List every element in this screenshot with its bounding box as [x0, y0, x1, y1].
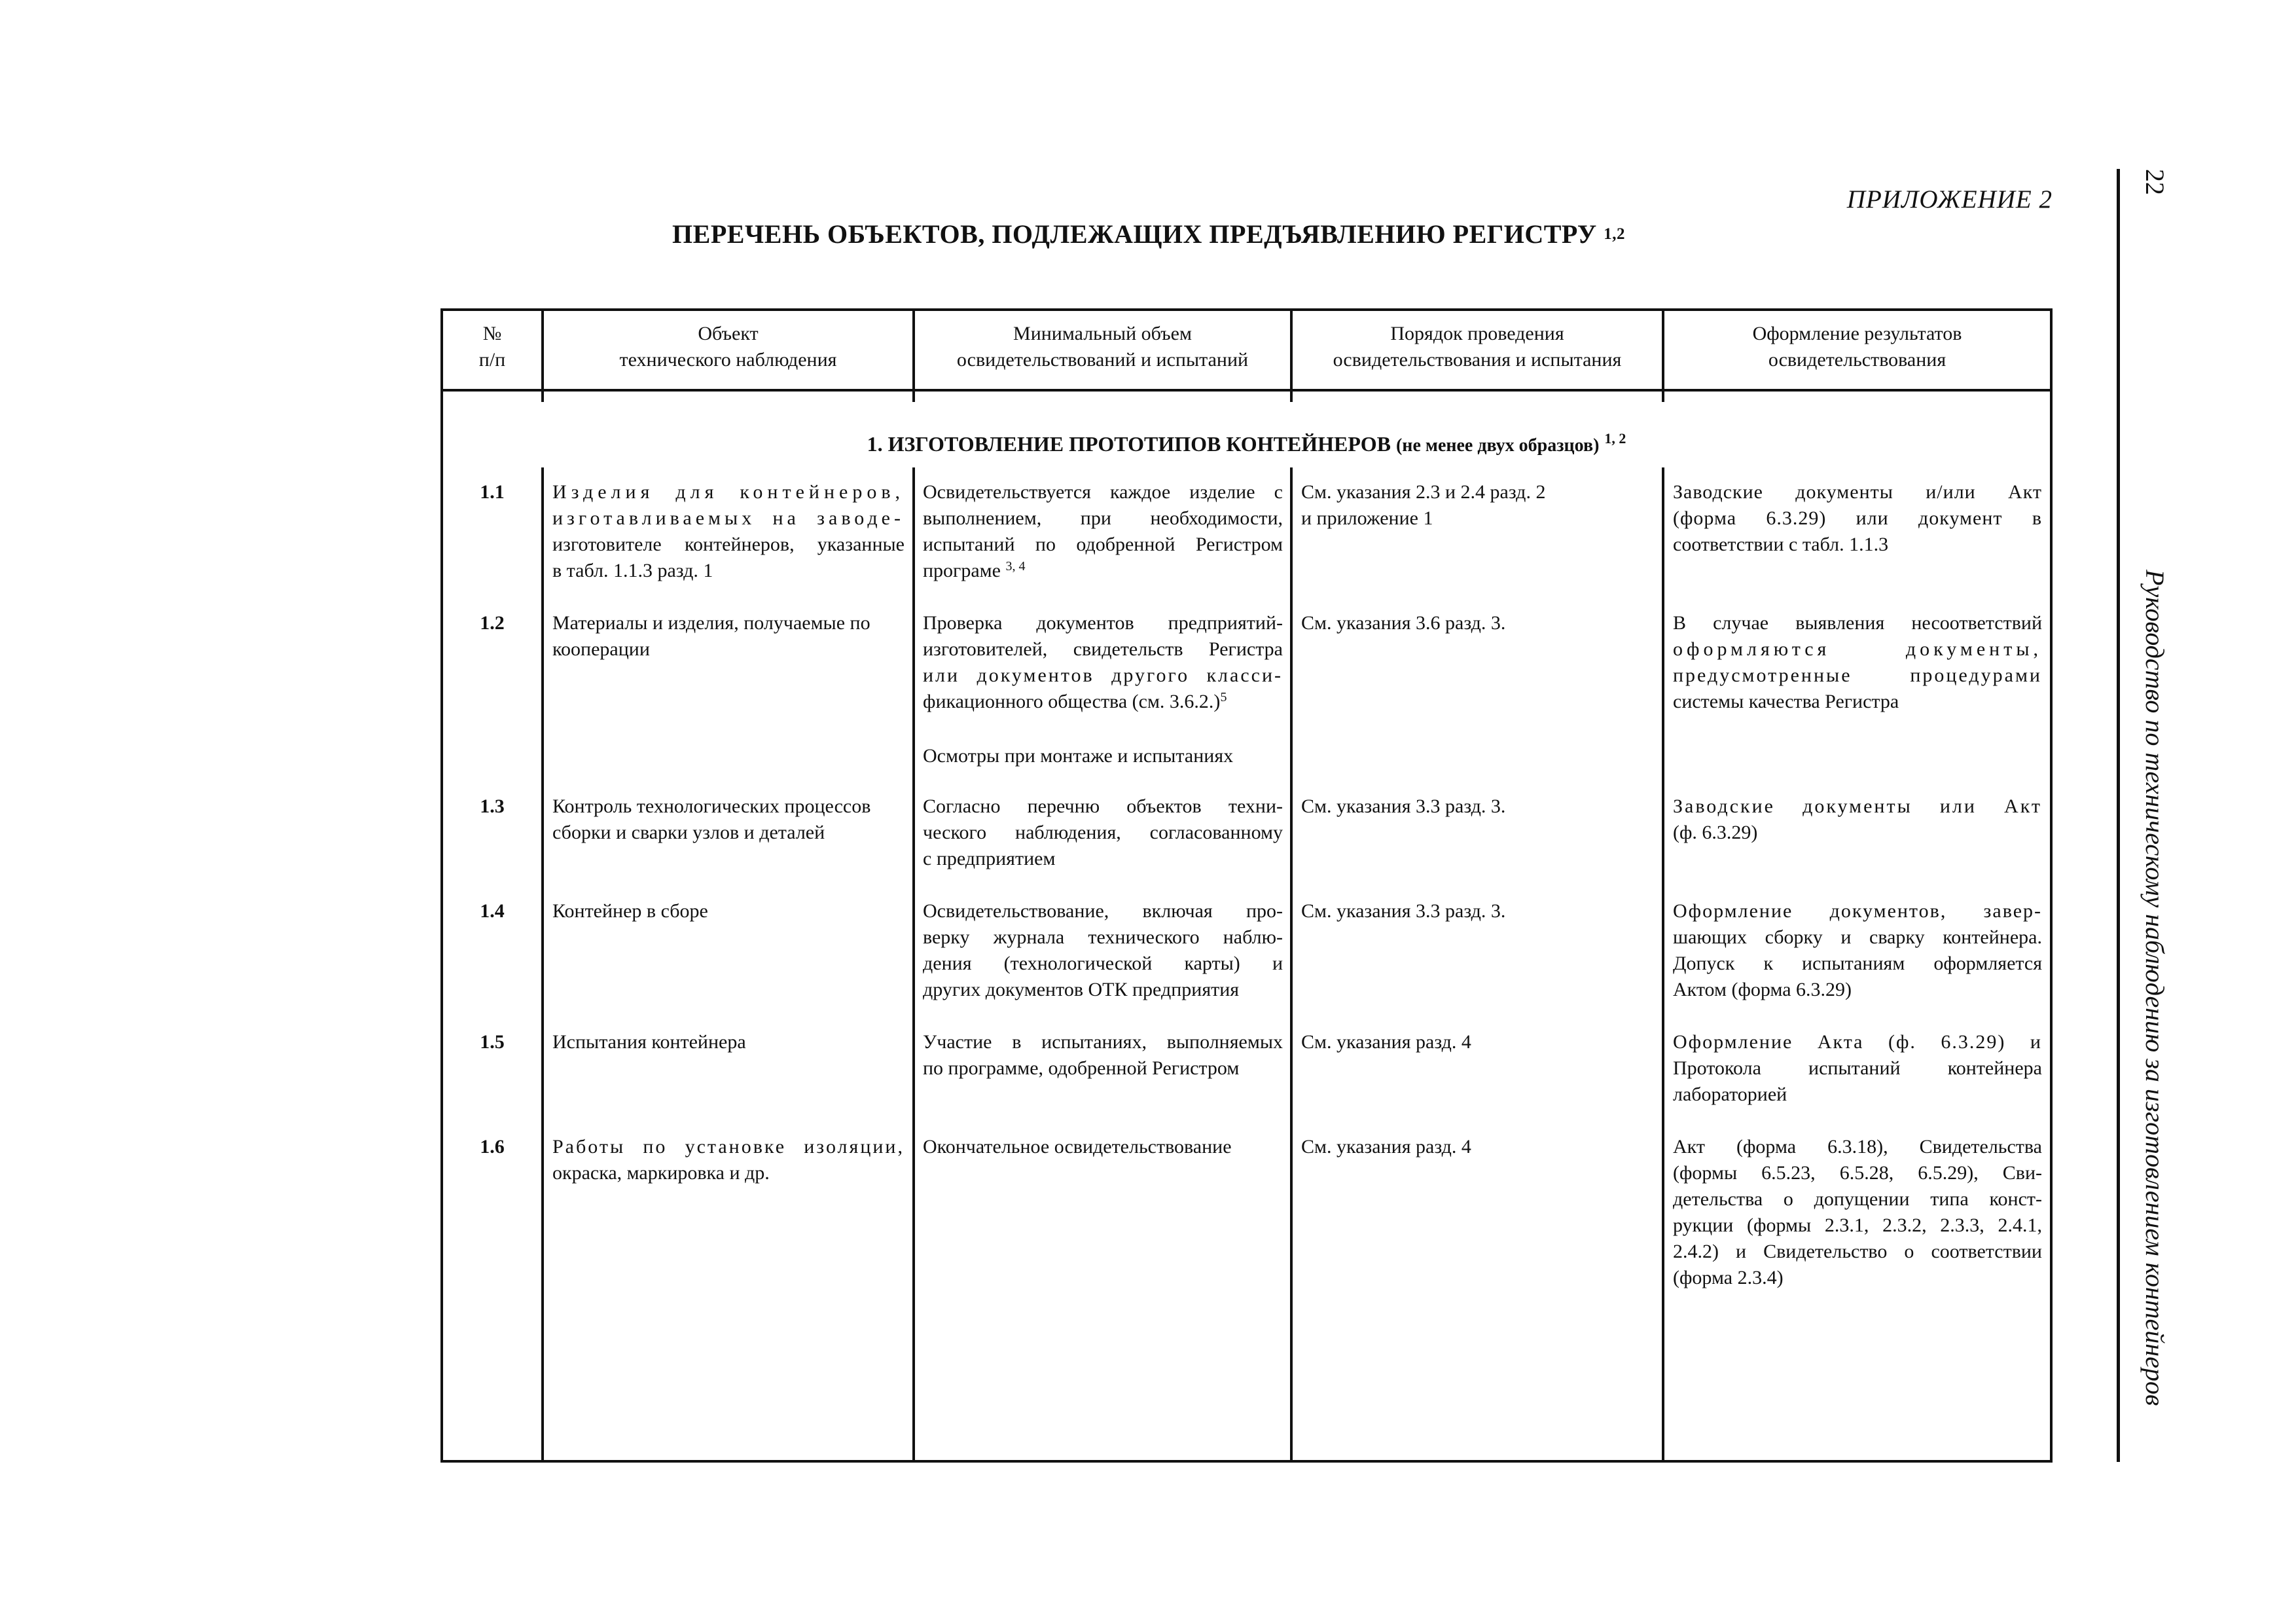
row-procedure [1301, 1029, 1655, 1055]
text-line: кооперации [552, 638, 650, 660]
column-divider [541, 308, 544, 1463]
text-line: предусмотренные процедурами [1673, 665, 2042, 686]
column-header-procedure [1293, 321, 1662, 373]
text-line: системы качества Регистра [1673, 691, 1899, 712]
row-scope [923, 479, 1283, 586]
row-scope [923, 610, 1283, 769]
text-line-part: програме [923, 560, 1001, 581]
column-header-line: п/п [478, 349, 506, 371]
text-line: по программе, одобренной Регистром [923, 1057, 1240, 1079]
row-procedure [1301, 793, 1655, 820]
row-object [552, 610, 905, 663]
text-line [923, 689, 1283, 717]
column-header-line: освидетельствования [1768, 349, 1946, 371]
text-line: Освидетельствование, включая про- [923, 900, 1283, 922]
row-scope [923, 793, 1283, 872]
text-line: Освидетельствуется каждое изделие с [923, 481, 1283, 503]
text-line: рукции (формы 2.3.1, 2.3.2, 2.3.3, 2.4.1, [1673, 1214, 2042, 1236]
text-line: Контроль технологических процессов [552, 795, 871, 817]
text-line: Заводские документы и/или Акт [1673, 481, 2042, 503]
row-number: 1.6 [480, 1136, 505, 1158]
text-line: См. указания 3.3 разд. 3. [1301, 795, 1506, 817]
text-line: Актом (форма 6.3.29) [1673, 979, 1852, 1000]
column-divider [1662, 308, 1664, 1463]
text-line: Осмотры при монтаже и испытаниях [923, 745, 1234, 767]
text-line: Проверка документов предприятий- [923, 612, 1283, 634]
text-line [923, 558, 1283, 586]
column-header-line: освидетельствования и испытания [1333, 349, 1622, 371]
column-divider [1290, 308, 1293, 1463]
row-object [552, 479, 905, 584]
text-line: Допуск к испытаниям оформляется [1673, 953, 2042, 974]
row-scope [923, 898, 1283, 1003]
text-line: Акт (форма 6.3.18), Свидетельства [1673, 1136, 2042, 1158]
row-result [1673, 479, 2042, 558]
text-line: соответствии с табл. 1.1.3 [1673, 534, 1889, 555]
text-line: Участие в испытаниях, выполняемых [923, 1031, 1283, 1053]
row-object [552, 1134, 905, 1186]
text-line: шающих сборку и сварку контейнера. [1673, 926, 2042, 948]
text-line: в табл. 1.1.3 разд. 1 [552, 560, 713, 581]
row-number: 1.4 [480, 900, 505, 922]
text-line: 2.4.2) и Свидетельство о соответствии [1673, 1241, 2042, 1262]
row-result [1673, 1029, 2042, 1108]
column-header-line: Порядок проведения [1390, 323, 1564, 344]
column-header-number [443, 321, 541, 373]
text-line: См. указания 3.6 разд. 3. [1301, 612, 1506, 634]
text-line: Окончательное освидетельствование [923, 1136, 1232, 1158]
row-object [552, 898, 905, 924]
row-procedure [1301, 479, 1655, 532]
row-object [552, 1029, 905, 1055]
row-result [1673, 610, 2042, 715]
section-note: (не менее двух образцов) [1395, 435, 1600, 456]
header-divider [440, 389, 2053, 392]
appendix-label: ПРИЛОЖЕНИЕ 2 [1846, 185, 2053, 213]
row-procedure [1301, 610, 1655, 636]
row-procedure [1301, 1134, 1655, 1160]
footnote-ref: 5 [1220, 690, 1227, 704]
row-object [552, 793, 905, 846]
text-line: Согласно перечню объектов техни- [923, 795, 1283, 817]
text-line: изготовителей, свидетельств Регистра [923, 638, 1283, 660]
column-header-line: № [482, 323, 502, 344]
row-scope [923, 1029, 1283, 1082]
text-line: (ф. 6.3.29) [1673, 822, 1758, 843]
row-number: 1.3 [480, 795, 505, 817]
text-line: верку журнала технического наблю- [923, 926, 1283, 948]
column-header-line: Объект [698, 323, 759, 344]
text-line: (форма 6.3.29) или документ в [1673, 507, 2042, 529]
text-line: испытаний по одобренной Регистром [923, 534, 1283, 555]
text-line: См. указания разд. 4 [1301, 1136, 1471, 1158]
text-line: (форма 2.3.4) [1673, 1267, 1784, 1288]
text-line: лабораторией [1673, 1084, 1787, 1105]
row-result [1673, 793, 2042, 846]
text-line: (формы 6.5.23, 6.5.28, 6.5.29), Сви- [1673, 1162, 2042, 1184]
text-line: Работы по установке изоляции, [552, 1136, 905, 1158]
column-header-result [1664, 321, 2050, 373]
row-scope [923, 1134, 1283, 1160]
text-line: дения (технологической карты) и [923, 953, 1283, 974]
text-line: и приложение 1 [1301, 507, 1433, 529]
text-line: Оформление документов, завер- [1673, 900, 2042, 922]
row-number: 1.5 [480, 1031, 505, 1053]
text-line: выполнением, при необходимости, [923, 507, 1283, 529]
text-line: или документов другого класси- [923, 665, 1283, 686]
row-result [1673, 1134, 2042, 1291]
row-number: 1.2 [480, 612, 505, 634]
text-line: других документов ОТК предприятия [923, 979, 1240, 1000]
document-title-footnote: 1,2 [1604, 225, 1625, 243]
text-line: детельства о допущении типа конст- [1673, 1188, 2042, 1210]
text-line: изготовителе контейнеров, указанные [552, 534, 905, 555]
section-title-text: 1. ИЗГОТОВЛЕНИЕ ПРОТОТИПОВ КОНТЕЙНЕРОВ [867, 432, 1391, 456]
section-footnote: 1, 2 [1604, 430, 1626, 447]
text-line: ческого наблюдения, согласованному [923, 822, 1283, 843]
running-title: Руководство по техническому наблюдению за изготовлением контейнеров [2140, 570, 2170, 1406]
text-line: Изделия для контейнеров, [552, 481, 905, 503]
text-line-part: фикационного общества (см. 3.6.2.) [923, 691, 1221, 712]
text-line: окраска, маркировка и др. [552, 1162, 770, 1184]
text-line: Контейнер в сборе [552, 900, 708, 922]
text-line: сборки и сварки узлов и деталей [552, 822, 825, 843]
text-line: Оформление Акта (ф. 6.3.29) и [1673, 1031, 2042, 1053]
row-number: 1.1 [480, 481, 505, 503]
text-line: В случае выявления несоответствий [1673, 612, 2042, 634]
side-rule [2117, 169, 2120, 1462]
column-header-line: Минимальный объем [1013, 323, 1192, 344]
column-header-line: Оформление результатов [1752, 323, 1962, 344]
text-line: Протокола испытаний контейнера [1673, 1057, 2042, 1079]
page-number: 22 [2140, 169, 2170, 195]
row-result [1673, 898, 2042, 1003]
row-procedure [1301, 898, 1655, 924]
column-header-object [544, 321, 912, 373]
text-line: с предприятием [923, 848, 1056, 869]
text-line: См. указания разд. 4 [1301, 1031, 1471, 1053]
text-line: Заводские документы или Акт [1673, 795, 2042, 817]
text-line: Материалы и изделия, получаемые по [552, 612, 870, 634]
text-line: См. указания 2.3 и 2.4 разд. 2 [1301, 481, 1546, 503]
column-divider [912, 308, 915, 1463]
column-header-scope [915, 321, 1290, 373]
column-header-line: освидетельствований и испытаний [956, 349, 1249, 371]
text-line: См. указания 3.3 разд. 3. [1301, 900, 1506, 922]
column-header-line: технического наблюдения [619, 349, 837, 371]
text-line: Испытания контейнера [552, 1031, 746, 1053]
text-line: оформляются документы, [1673, 638, 2042, 660]
document-title [445, 219, 1852, 249]
document-title-text: ПЕРЕЧЕНЬ ОБЪЕКТОВ, ПОДЛЕЖАЩИХ ПРЕДЪЯВЛЕНИЮ РЕГИСТРУ [672, 219, 1597, 249]
text-line: изготавливаемых на заводе- [552, 507, 905, 529]
section-title [443, 432, 2050, 456]
footnote-ref: 3, 4 [1005, 559, 1026, 574]
